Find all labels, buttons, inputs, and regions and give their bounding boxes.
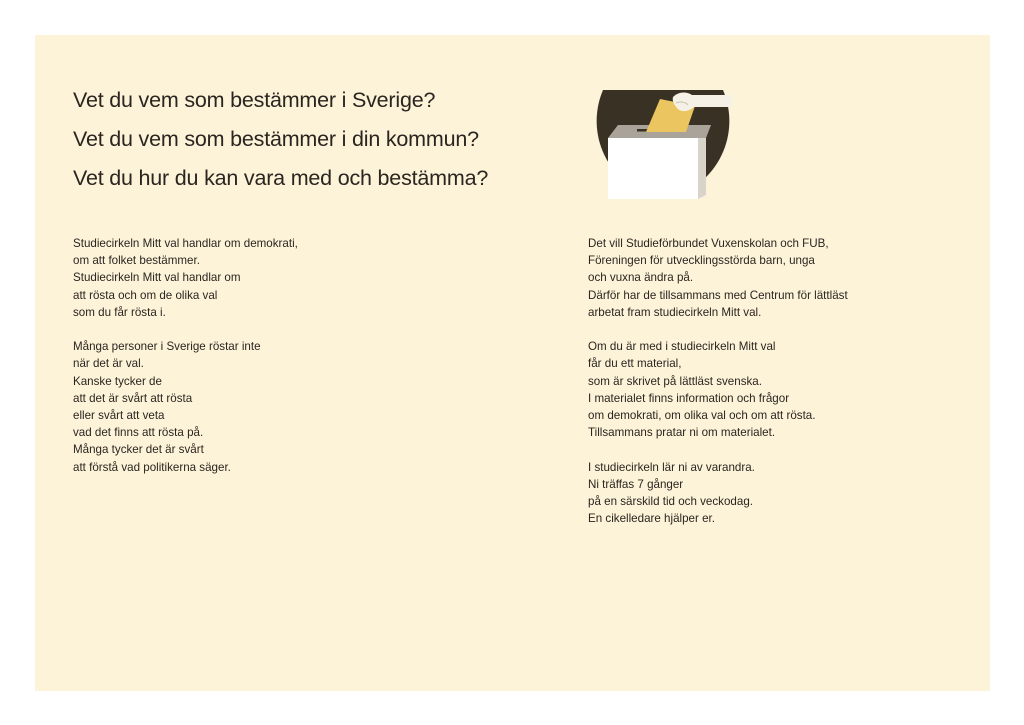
text-line: Studiecirkeln Mitt val handlar om demokrati, — [73, 237, 298, 250]
text-line: om demokrati, om olika val och om att rösta. — [588, 409, 816, 423]
text-line: Tillsammans pratar ni om materialet. — [588, 426, 776, 440]
text-line: En cikelledare hjälper er. — [588, 512, 715, 526]
text-line: att förstå vad politikerna säger. — [73, 460, 231, 474]
text-line: Föreningen för utvecklingsstörda barn, unga — [588, 254, 815, 268]
text-line: Studiecirkeln Mitt val handlar om — [73, 271, 241, 285]
text-line: som du får rösta i. — [73, 305, 166, 319]
right-paragraph-3 — [588, 459, 968, 528]
left-paragraph-1 — [73, 235, 533, 321]
text-line: arbetat fram studiecirkeln Mitt val. — [588, 305, 762, 319]
ballot-box-icon — [582, 87, 744, 199]
text-line: att det är svårt att rösta — [73, 391, 193, 405]
text-line: Om du är med i studiecirkeln Mitt val — [588, 340, 776, 354]
text-line: på en särskild tid och veckodag. — [588, 495, 753, 509]
heading-1: Vet du vem som bestämmer i Sverige? — [73, 88, 436, 112]
ballot-box-side — [698, 138, 706, 199]
text-line: Ni träffas 7 gånger — [588, 477, 684, 491]
text-line: som är skrivet på lättläst svenska. — [588, 374, 762, 388]
left-column — [73, 235, 533, 493]
text-line: I materialet finns information och frågor — [588, 391, 790, 405]
ballot-box-front — [608, 138, 698, 199]
leaflet-page — [35, 35, 990, 691]
right-column — [588, 235, 968, 545]
text-line: Många tycker det är svårt — [73, 443, 204, 457]
question-headings — [73, 87, 553, 204]
text-line: får du ett material, — [588, 357, 682, 371]
text-line: Det vill Studieförbundet Vuxenskolan och FUB, — [588, 237, 829, 250]
text-line: när det är val. — [73, 357, 144, 371]
heading-2: Vet du vem som bestämmer i din kommun? — [73, 127, 479, 151]
left-paragraph-2 — [73, 338, 533, 476]
text-line: I studiecirkeln lär ni av varandra. — [588, 460, 755, 474]
text-line: eller svårt att veta — [73, 409, 165, 423]
right-paragraph-2 — [588, 338, 968, 441]
text-line: Många personer i Sverige röstar inte — [73, 340, 261, 354]
text-line: Därför har de tillsammans med Centrum för lättläst — [588, 288, 848, 302]
text-line: och vuxna ändra på. — [588, 271, 694, 285]
text-line: att rösta och om de olika val — [73, 288, 218, 302]
right-paragraph-1 — [588, 235, 968, 321]
text-line: om att folket bestämmer. — [73, 254, 200, 268]
heading-3: Vet du hur du kan vara med och bestämma? — [73, 166, 489, 190]
text-line: Kanske tycker de — [73, 374, 162, 388]
text-line: vad det finns att rösta på. — [73, 426, 204, 440]
